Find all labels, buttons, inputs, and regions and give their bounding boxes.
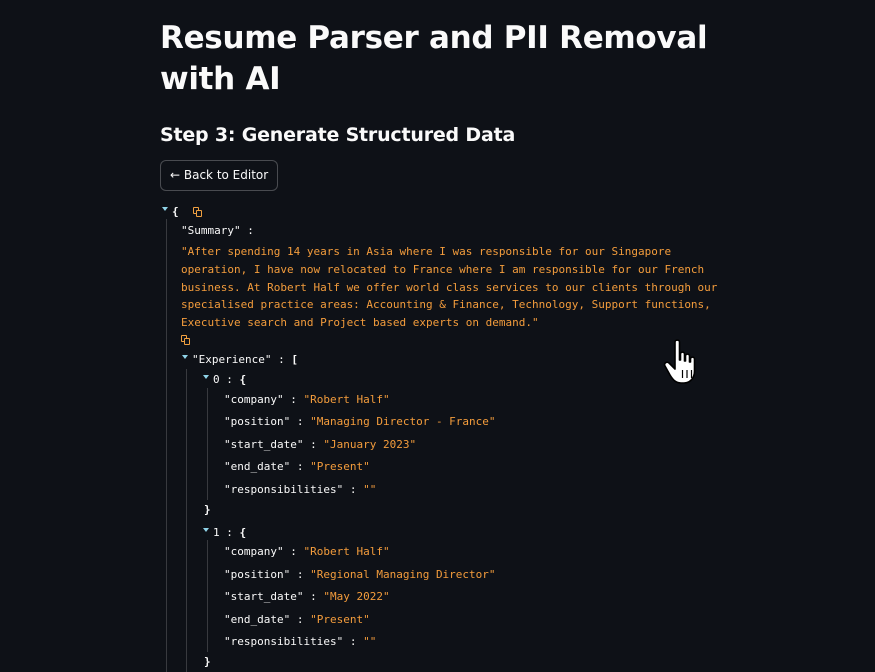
json-key: "end_date" (224, 460, 291, 473)
json-key: "company" (224, 545, 284, 558)
json-colon: : (226, 373, 233, 386)
json-field-row (224, 613, 370, 627)
json-object-close: } (204, 655, 211, 668)
json-field-row (224, 568, 496, 582)
json-value: "" (363, 635, 377, 648)
tree-guide-root (166, 219, 167, 672)
json-colon: : (349, 483, 357, 496)
step-heading: Step 3: Generate Structured Data (160, 124, 516, 146)
json-value: "Present" (310, 460, 370, 473)
json-key: "end_date" (224, 613, 291, 626)
json-colon: : (296, 613, 304, 626)
page-title (160, 18, 720, 100)
json-key: "Experience" (192, 353, 272, 366)
json-field-row (224, 635, 376, 649)
json-value: "May 2022" (323, 590, 390, 603)
json-colon: : (296, 568, 304, 581)
json-key: "Summary" (181, 224, 241, 237)
back-to-editor-button[interactable]: ← Back to Editor (160, 160, 278, 191)
json-value: "Robert Half" (303, 393, 390, 406)
json-entry-0-header (203, 373, 246, 387)
caret-down-icon[interactable] (203, 528, 209, 532)
json-colon: : (310, 590, 317, 603)
json-index: 0 (213, 373, 220, 386)
json-object-open: { (239, 373, 247, 386)
page-title-line-1: Resume Parser and PII Removal (160, 20, 708, 56)
json-field-row (224, 460, 370, 474)
json-colon: : (290, 393, 297, 406)
json-value: "" (363, 483, 377, 496)
json-field-row (224, 415, 496, 429)
json-key: "start_date" (224, 438, 304, 451)
json-entry-1-close (204, 655, 211, 669)
json-key: "position" (224, 415, 291, 428)
json-colon: : (310, 438, 317, 451)
caret-down-icon[interactable] (203, 375, 209, 379)
json-field-row (224, 438, 416, 452)
json-key: "position" (224, 568, 291, 581)
hand-pointer-cursor-icon (662, 338, 702, 386)
json-object-close: } (204, 503, 211, 516)
tree-guide-entry-1 (207, 540, 208, 652)
json-colon: : (226, 526, 233, 539)
json-index: 1 (213, 526, 220, 539)
json-value: "Robert Half" (303, 545, 390, 558)
json-field-row (224, 483, 376, 497)
json-entry-0-close (204, 503, 211, 517)
copy-icon[interactable] (181, 335, 190, 345)
json-summary-value: "After spending 14 years in Asia where I was responsible for our Singapore operation, I have now relocated to France where I am responsible for our French business. At Robert Half we offer world class services to our clients through our specialised practice areas: Accounting & Finance, Technology, Support functions, Executive search and Project based experts on demand." (181, 245, 718, 330)
copy-icon[interactable] (193, 207, 202, 217)
caret-down-icon[interactable] (162, 207, 168, 211)
json-colon: : (278, 353, 285, 366)
page-title-line-2: with AI (160, 61, 281, 97)
json-summary-copy-row (181, 333, 190, 347)
json-value: "January 2023" (323, 438, 417, 451)
json-key: "responsibilities" (224, 483, 344, 496)
json-key: "start_date" (224, 590, 304, 603)
json-object-open: { (239, 526, 247, 539)
tree-guide-experience (186, 369, 187, 672)
json-colon: : (296, 415, 304, 428)
json-field-row (224, 590, 390, 604)
json-key: "responsibilities" (224, 635, 344, 648)
json-value: "Managing Director - France" (310, 415, 496, 428)
json-value: "Present" (310, 613, 370, 626)
json-colon: : (349, 635, 357, 648)
json-array-open: [ (291, 353, 298, 366)
json-value: "Regional Managing Director" (310, 568, 496, 581)
caret-down-icon[interactable] (182, 355, 188, 359)
json-entry-1-header (203, 526, 246, 540)
json-colon: : (247, 224, 254, 237)
json-summary-key-row (181, 224, 254, 238)
json-colon: : (290, 545, 297, 558)
json-field-row (224, 545, 390, 559)
json-field-row (224, 393, 390, 407)
json-root-row (162, 205, 202, 219)
json-key: "company" (224, 393, 284, 406)
main-content (160, 18, 720, 191)
json-root-open-brace: { (172, 205, 179, 218)
json-colon: : (296, 460, 304, 473)
json-experience-row (182, 353, 298, 367)
tree-guide-entry-0 (207, 388, 208, 500)
